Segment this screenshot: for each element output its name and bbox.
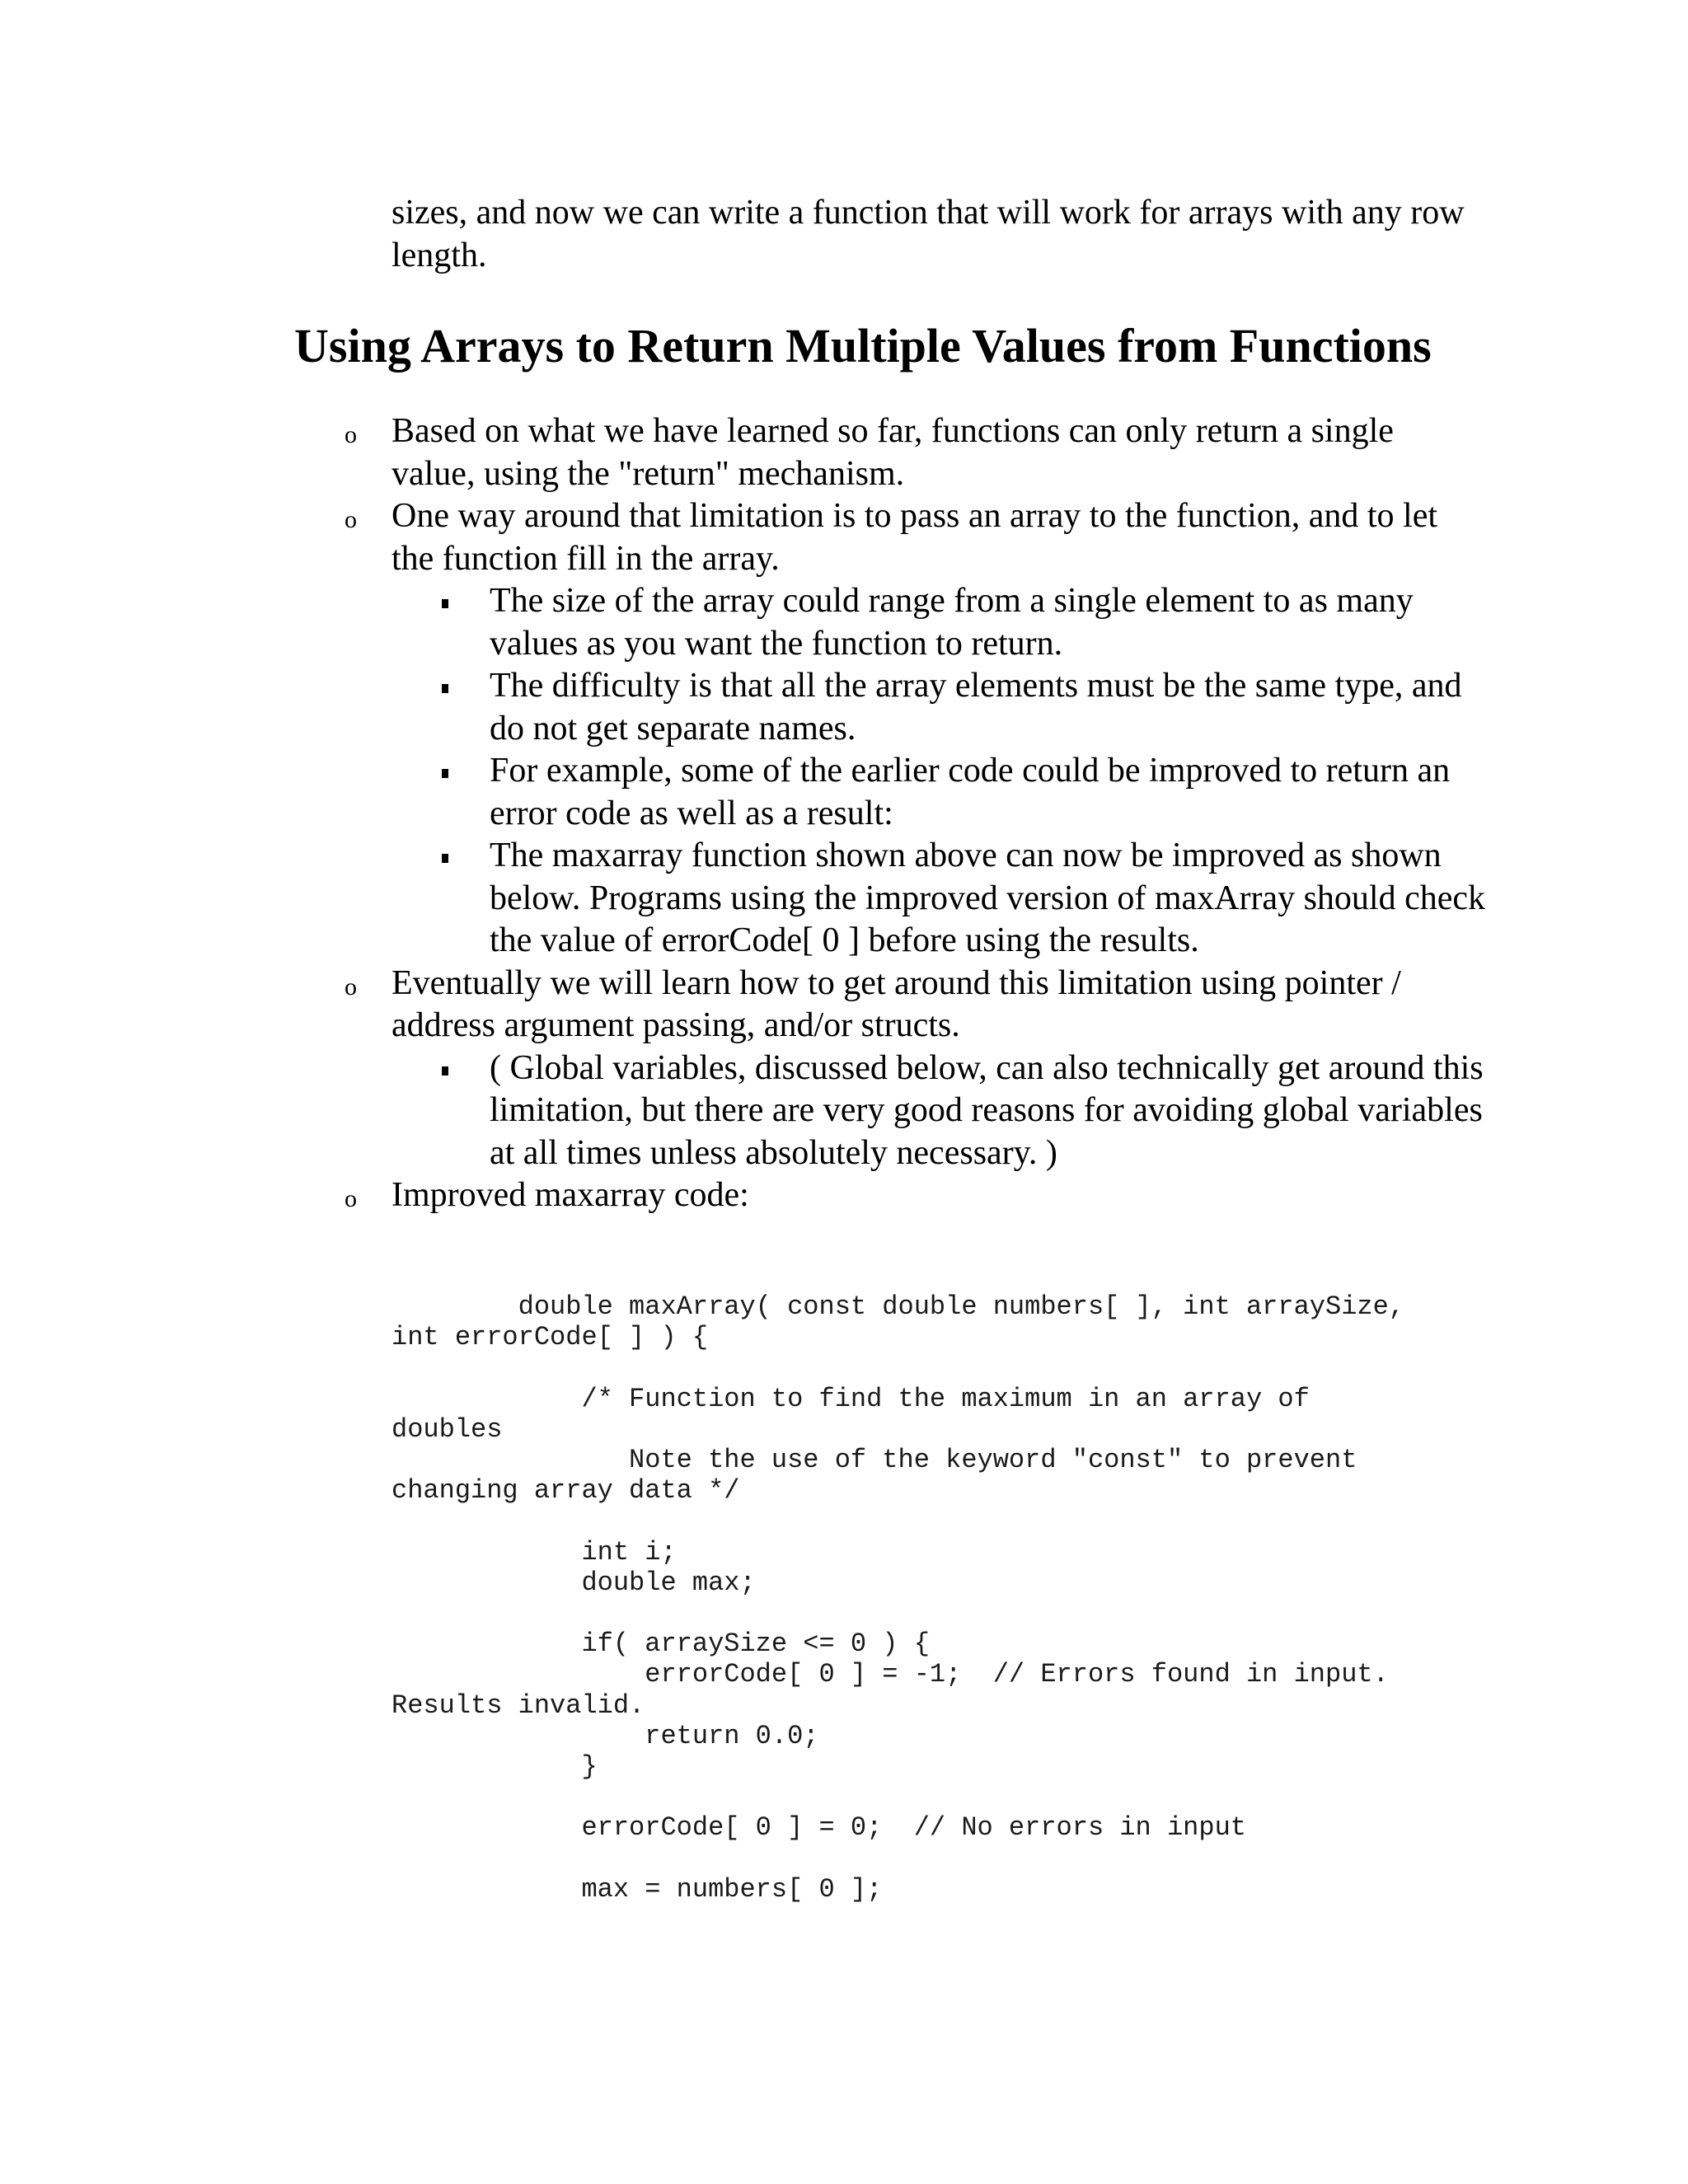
bullet-marker: o bbox=[345, 421, 357, 448]
sub-list-item bbox=[0, 1047, 1487, 1175]
list-item bbox=[0, 1174, 1479, 1217]
sub-list-item-text: The size of the array could range from a single element to as many values as you want the function to return. bbox=[490, 582, 1414, 663]
square-bullet-icon bbox=[442, 750, 453, 792]
list-item bbox=[0, 963, 1479, 1047]
bullet-marker: o bbox=[345, 506, 357, 533]
bullet-marker: o bbox=[345, 1185, 357, 1212]
code-block: double maxArray( const double numbers[ ], int arraySize, int errorCode[ ] ) { /* Function to find the maximum in an array of doubles Note the use of the keyword "const" to prevent changing array data */ int i; double max; if( arraySize <= 0 ) { errorCode[ 0 ] = -1; // Errors found in input. Results invalid. return 0.0; } errorCode[ 0 ] = 0; // No errors in input max = numbers[ 0 ]; bbox=[392, 1291, 1404, 1905]
bullet-marker: o bbox=[345, 972, 357, 1001]
sub-list-item-text: For example, some of the earlier code could be improved to return an error code as well as a result: bbox=[490, 752, 1451, 832]
sub-list-item-text: The difficulty is that all the array elements must be the same type, and do not get separate names. bbox=[490, 667, 1462, 748]
sub-list-item bbox=[0, 665, 1487, 750]
square-bullet-icon bbox=[442, 835, 453, 877]
bullet-list bbox=[0, 410, 1688, 1217]
list-item bbox=[0, 410, 1479, 495]
section-heading: Using Arrays to Return Multiple Values from Functions bbox=[294, 319, 1432, 373]
list-item-text: Improved maxarray code: bbox=[392, 1176, 749, 1214]
sub-list-item bbox=[0, 750, 1487, 835]
list-item-text: Based on what we have learned so far, functions can only return a single value, using the "return" mechanism. bbox=[392, 412, 1394, 493]
square-bullet-icon bbox=[442, 580, 453, 622]
sub-list-item-text: The maxarray function shown above can now be improved as shown below. Programs using the improved version of maxArray should check the value of errorCode[ 0 ] before using the results. bbox=[490, 837, 1486, 959]
sub-list-item bbox=[0, 835, 1487, 963]
list-item-text: Eventually we will learn how to get around this limitation using pointer / address argument passing, and/or structs. bbox=[392, 963, 1401, 1044]
intro-paragraph: sizes, and now we can write a function that will work for arrays with any row length. bbox=[392, 194, 1465, 274]
sub-list-item bbox=[0, 580, 1487, 665]
square-bullet-icon bbox=[442, 1047, 453, 1090]
sub-list-item-text: ( Global variables, discussed below, can also technically get around this limitation, but there are very good reasons for avoiding global variables at all times unless absolutely necessary. ) bbox=[490, 1048, 1484, 1172]
square-bullet-icon bbox=[442, 665, 453, 707]
list-item-text: One way around that limitation is to pass an array to the function, and to let the function fill in the array. bbox=[392, 497, 1438, 578]
list-item bbox=[0, 495, 1479, 580]
